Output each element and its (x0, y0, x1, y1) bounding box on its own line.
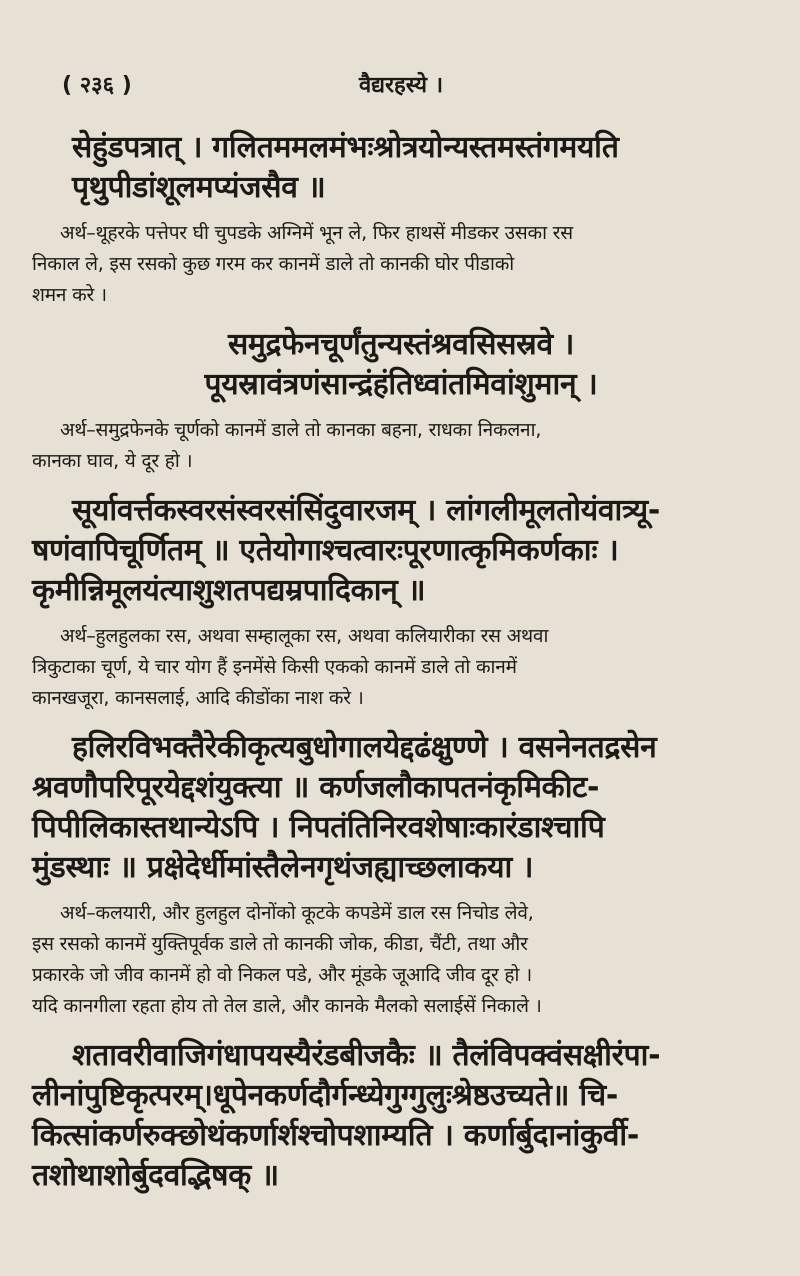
verse-line: शतावरीवाजिगंधापयस्यैरंडबीजकैः ॥ तैलंविपक्वंसक्षीरंपा- (72, 1038, 661, 1073)
sanskrit-verse (32, 728, 770, 888)
meaning-line: अर्थ–कलयारी, और हुलहुल दोनोंको कूटके कपडेमें डाल रस निचोड लेवे, (60, 902, 534, 924)
meaning-line: अर्थ–थूहरके पत्तेपर घी चुपडके अग्निमें भून ले, फिर हाथसें मीडकर उसका रस (60, 222, 573, 244)
meaning-line: यदि कानगीला रहता होय तो तेल डाले, और कानके मैलको सलाईसें निकाले । (32, 995, 542, 1017)
meaning-line: अर्थ–हुलहुलका रस, अथवा सम्हालूका रस, अथवा कलियारीका रस अथवा (60, 625, 549, 647)
running-title: वैद्यरहस्ये । (358, 73, 444, 98)
verse-line: तशोथाशोर्बुदवद्भिषक् ॥ (32, 1158, 279, 1193)
verse-line: मुंडस्थाः ॥ प्रक्षेदेर्धीमांस्तैलेनगृथंजह्याच्छलाकया । (32, 850, 534, 885)
meaning-line: शमन करे । (32, 284, 107, 306)
meaning-line: त्रिकुटाका चूर्ण, ये चार योग हैं इनमेंसे किसी एकको कानमें डाले तो कानमें (32, 656, 517, 678)
hindi-meaning (32, 898, 770, 1022)
meaning-line: अर्थ–समुद्रफेनके चूर्णको कानमें डाले तो कानका बहना, राधका निकलना, (60, 419, 542, 441)
verse-line: पृथुपीडांशूलमप्यंजसैव ॥ (72, 170, 326, 205)
meaning-line: कानखजूरा, कानसलाई, आदि कीडोंका नाश करे । (32, 687, 364, 709)
verse-line: पूयस्रावंत्रणंसान्द्रंहंतिध्वांतमिवांशुमान् । (204, 367, 598, 402)
verse-line: सूर्यावर्त्तकस्वरसंस्वरसंसिंदुवारजम् । लांगलीमूलतोयंवात्र्यू- (72, 493, 660, 528)
verse-line: श्रवणौपरिपूरयेद्दशंयुक्त्या ॥ कर्णजलौकापतनंकृमिकीट- (32, 770, 600, 805)
verse-line: लीनांपुष्टिकृत्परम्।धूपेनकर्णदौर्गन्ध्येगुग्गुलुःश्रेष्ठउच्यते॥ चि- (32, 1078, 618, 1113)
meaning-line: निकाल ले, इस रसको कुछ गरम कर कानमें डाले तो कानकी घोर पीडाको (32, 253, 515, 275)
verse-line: कृमीन्निमूलयंत्याशुशतपद्यम्रपादिकान् ॥ (32, 573, 426, 608)
verse-line: पिपीलिकास्तथान्येऽपि । निपतंतिनिरवशेषाःकारंडाश्चापि (32, 810, 605, 845)
hindi-meaning (32, 218, 770, 311)
page-number: ( २३६ ) (62, 73, 132, 98)
meaning-line: प्रकारके जो जीव कानमें हो वो निकल पडे, और मूंडके जूआदि जीव दूर हो । (32, 964, 533, 986)
verse-line: षणंवापिचूर्णितम् ॥ एतेयोगाश्चत्वारःपूरणात्कृमिकर्णकाः । (32, 533, 619, 568)
sanskrit-verse (32, 491, 770, 611)
meaning-line: इस रसको कानमें युक्तिपूर्वक डाले तो कानकी जोक, कीडा, चैंटी, तथा और (32, 933, 528, 955)
verse-line: कित्सांकर्णरुक्छोथंकर्णार्शश्चोपशाम्यति । कर्णार्बुदानांकुर्वी- (32, 1118, 639, 1153)
page-header (32, 62, 770, 106)
verse-line: सेहुंडपत्रात् । गलितममलमंभःश्रोत्रयोन्यस्तमस्तंगमयति (72, 130, 619, 165)
hindi-meaning (32, 621, 770, 714)
verse-line: हलिरविभक्तैरेकीकृत्यबुधोगालयेद्दढंक्षुण्णे । वसनेनतद्रसेन (72, 730, 657, 765)
meaning-line: कानका घाव, ये दूर हो । (32, 450, 193, 472)
sanskrit-verse (32, 1036, 770, 1196)
sanskrit-verse (32, 325, 770, 405)
sanskrit-verse (32, 128, 770, 208)
verse-line: समुद्रफेनचूर्णंतुन्यस्तंश्रवसिसस्रवे । (227, 327, 575, 362)
hindi-meaning (32, 415, 770, 477)
